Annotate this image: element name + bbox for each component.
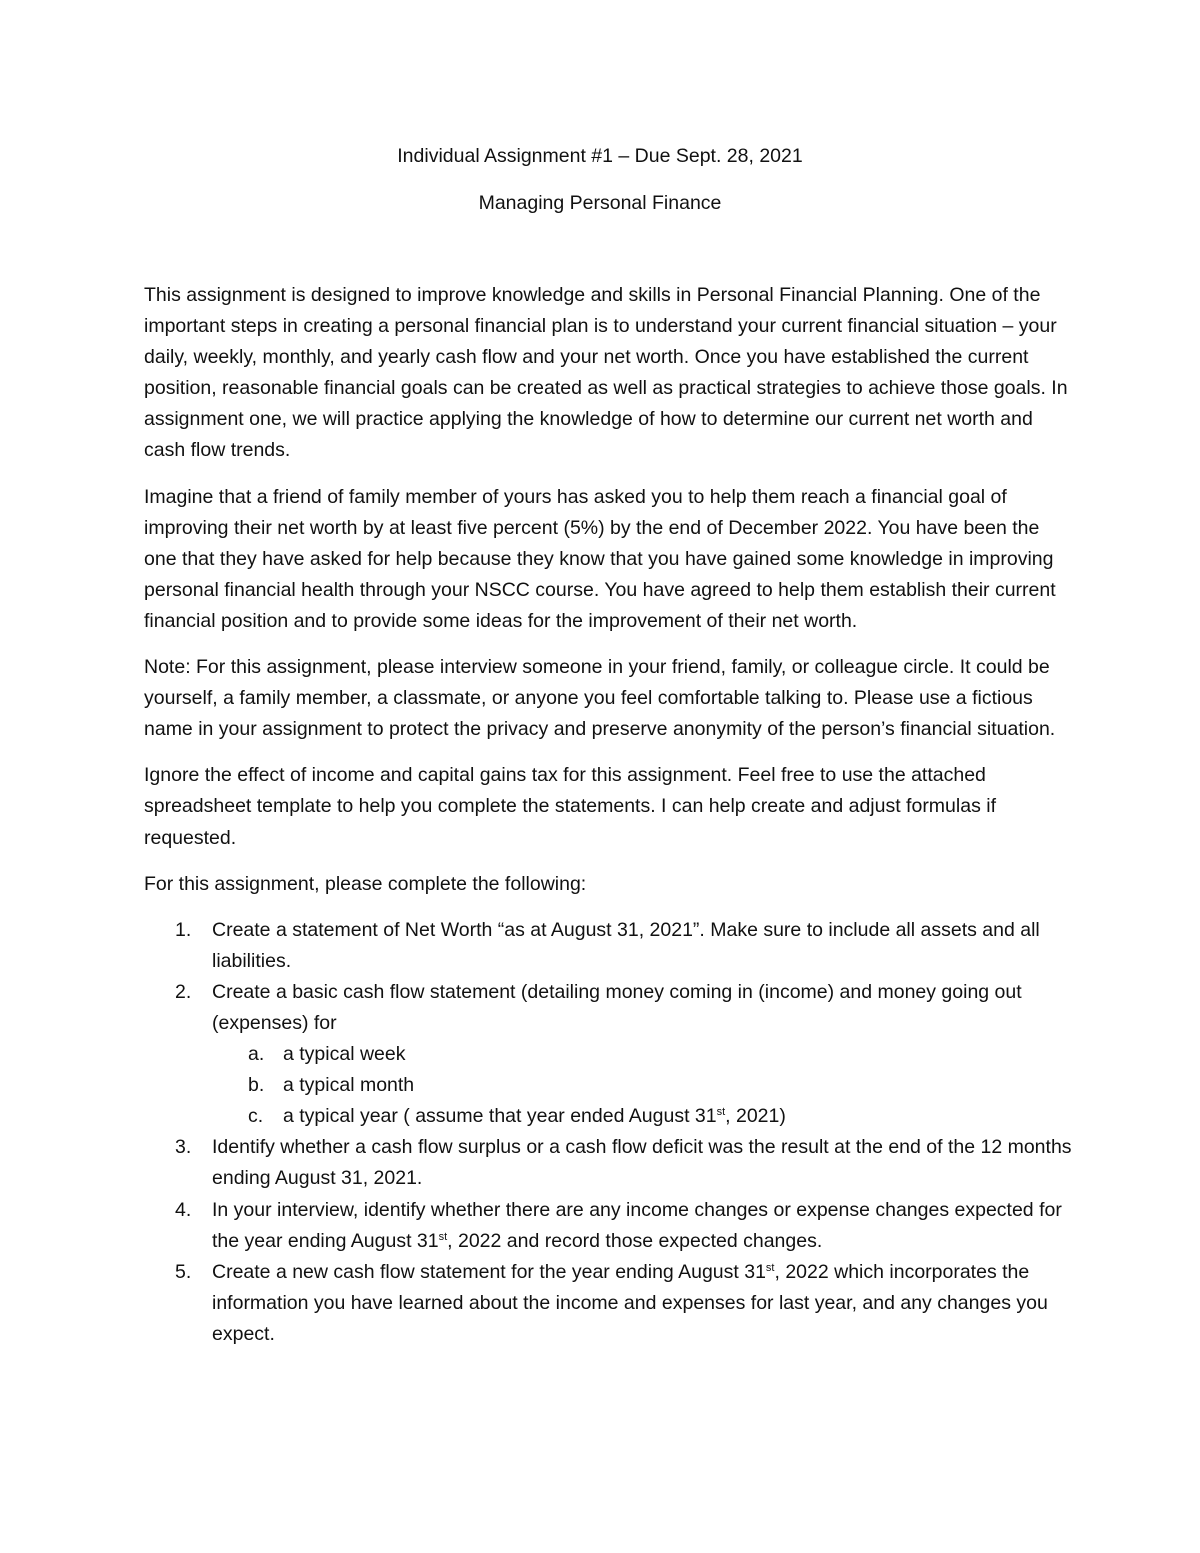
- task-text-start: Create a new cash flow statement for the year ending August 31: [212, 1260, 766, 1283]
- task-item-5: [144, 1257, 1074, 1350]
- task-number: 4.: [175, 1198, 192, 1221]
- task-text: Create a basic cash flow statement (detailing money coming in (income) and money going out (expenses) for: [212, 980, 1022, 1034]
- task-text: Create a statement of Net Worth “as at August 31, 2021”. Make sure to include all assets and all liabilities.: [212, 918, 1040, 972]
- task-text: [212, 1199, 1062, 1252]
- subtask-text-start: a typical year ( assume that year ended August 31: [283, 1105, 717, 1128]
- task-item-3: [144, 1132, 1074, 1194]
- scenario-paragraph: Imagine that a friend of family member of yours has asked you to help them reach a financial goal of improving their net worth by at least five percent (5%) by the end of December 2022. You have been the one that they have asked for help because they know that you have gained some knowledge in improving personal financial health through your NSCC course. You have agreed to help them establish their current financial position and to provide some ideas for the improvement of their net worth.: [144, 485, 1056, 632]
- subtask-item-b: [212, 1070, 1074, 1101]
- subtask-text-end: , 2021): [725, 1105, 786, 1128]
- subtask-letter: c.: [248, 1105, 264, 1128]
- subtask-text: [283, 1105, 786, 1127]
- subtask-letter: b.: [248, 1074, 265, 1097]
- subtask-text: a typical month: [283, 1074, 415, 1097]
- note-paragraph: Note: For this assignment, please interview someone in your friend, family, or colleague circle. It could be yourself, a family member, a classmate, or anyone you feel comfortable talking to. Please use a fictious name in your assignment to protect the privacy and preserve anonymity of the person’s financial situation.: [144, 656, 1056, 741]
- task-number: 2.: [175, 980, 192, 1003]
- subtask-item-a: [212, 1039, 1074, 1070]
- task-number: 3.: [175, 1136, 192, 1159]
- intro-paragraph: This assignment is designed to improve knowledge and skills in Personal Financial Planning. One of the important steps in creating a personal financial plan is to understand your current financial situation – your daily, weekly, monthly, and yearly cash flow and your net worth. Once you have established the current position, reasonable financial goals can be created as well as practical strategies to achieve those goals. In assignment one, we will practice applying the knowledge of how to determine our current net worth and cash flow trends.: [144, 284, 1068, 462]
- task-item-4: [144, 1195, 1074, 1257]
- subtask-letter: a.: [248, 1043, 265, 1066]
- document-title: Individual Assignment #1 – Due Sept. 28, 2021: [397, 145, 803, 167]
- subtask-item-c: [212, 1101, 1074, 1132]
- document-subtitle: Managing Personal Finance: [478, 192, 722, 214]
- subtask-text: a typical week: [283, 1043, 406, 1066]
- instructions-lead: For this assignment, please complete the following:: [144, 872, 587, 895]
- task-item-2: [144, 977, 1074, 1132]
- document-body: [144, 280, 1074, 1350]
- subtask-list: [212, 1039, 1074, 1132]
- task-number: 1.: [175, 918, 192, 941]
- task-list: [144, 915, 1074, 1350]
- task-text: [212, 1261, 1048, 1345]
- task-text-start: In your interview, identify whether there are any income changes or expense changes expected for the year ending August 31: [212, 1198, 1062, 1252]
- task-text: Identify whether a cash flow surplus or a cash flow deficit was the result at the end of the 12 months ending August 31, 2021.: [212, 1136, 1072, 1190]
- task-number: 5.: [175, 1260, 192, 1283]
- task-item-1: [144, 915, 1074, 977]
- ordinal-suffix: st: [716, 1106, 726, 1119]
- ordinal-suffix: st: [438, 1230, 448, 1243]
- ordinal-suffix: st: [765, 1261, 775, 1274]
- task-text-end: , 2022 which incorporates the information you have learned about the income and expenses for last year, and any changes you expect.: [212, 1260, 1048, 1345]
- task-text-end: , 2022 and record those expected changes.: [447, 1229, 823, 1252]
- tax-paragraph: Ignore the effect of income and capital gains tax for this assignment. Feel free to use the attached spreadsheet template to help you complete the statements. I can help create and adjust formulas if requested.: [144, 764, 996, 849]
